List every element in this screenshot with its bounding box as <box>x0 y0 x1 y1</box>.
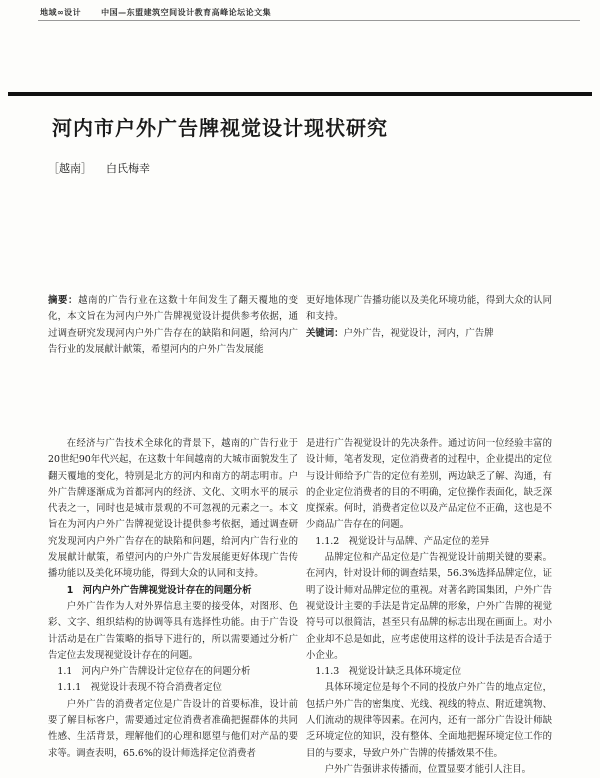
author-country: ［越南］ <box>48 162 92 175</box>
title-bar <box>8 92 592 96</box>
section-heading: 1.1 河内户外广告牌设计定位存在的问题分析 <box>57 666 251 678</box>
abstract-text-left: 越南的广告行业在这数十年间发生了翻天覆地的变化，本文旨在为河内户外广告牌视觉设计提供参考依据，通过调查研究发现河内户外广告存在的缺陷和问题，给河内广告行业的发展献计献策，希望河内的户外广告发展能 <box>48 295 298 355</box>
body-paragraph: 户外广告强讲求传播而，位置显要才能引人注目。 <box>324 763 532 775</box>
journal-name: 地域∞设计 <box>40 8 82 17</box>
body-paragraph: 是进行广告视觉设计的先决条件。通过访问一位经验丰富的设计师，笔者发现，定位消费者的过程中，企业提出的定位与设计师给予广告的定位有差别，两边缺乏了解、沟通，有的企业定位消费者的目的不明确，定位操作表面化，缺乏深度探索。何时，消费者定位以及产品定位不正确，这也是不少商品广告存在的问题。 <box>306 438 552 531</box>
body-paragraph: 品牌定位和产品定位是广告视觉设计前期关键的要素。在河内，针对设计师的调查结果，56.3%选择品牌定位，证明了设计师对品牌定位的重视。对著名跨国集团，户外广告视觉设计主要的手法是肯定品牌的形象，户外广告牌的视觉符号可以很简洁，甚至只有品牌的标志出现在画面上。对小企业却不总是如此，应考虑使用这样的设计手法是否合适于小企业。 <box>306 552 552 661</box>
section-heading: 1.1.2 视觉设计与品牌、产品定位的差异 <box>315 535 490 547</box>
abstract-right-column <box>306 293 552 342</box>
keywords-label: 关键词： <box>306 327 344 339</box>
body-left-column <box>48 436 298 762</box>
abstract-left-column <box>48 293 298 358</box>
author-line <box>48 160 150 176</box>
body-paragraph: 户外广告的消费者定位是广告设计的首要标准，设计前要了解目标客户，需要通过定位消费者准确把握群体的共同性感、生活背景，理解他们的心理和愿望与他们对产品的要求等。调查表明，65.6%的设计师选择定位消费者 <box>48 698 298 759</box>
keywords-line <box>306 326 552 342</box>
body-paragraph: 具体环境定位是每个不同的投放户外广告的地点定位，包括户外广告的密集度、光线、视线的特点、附近建筑物、人们流动的规律等因素。在河内，还有一部分广告设计师缺乏环境定位的知识，没有整体、全面地把握环境定位工作的目的与要求，导致户外广告牌的传播效果不佳。 <box>306 682 552 759</box>
body-right-column <box>306 436 552 778</box>
keywords: 户外广告，视觉设计，河内，广告牌 <box>343 327 494 339</box>
author-name: 白氏梅幸 <box>106 162 150 175</box>
header-rule <box>38 20 580 21</box>
abstract-label: 摘要： <box>48 295 79 306</box>
abstract-paragraph <box>48 293 298 358</box>
body-paragraph: 户外广告作为人对外界信息主要的接受体，对图形、色彩、文字、组织结构的协调等具有选择性功能。由于广告设计活动是在广告策略的指导下进行的，所以需要通过分析广告定位去发现视觉设计存在的问题。 <box>48 600 298 661</box>
paper-title: 河内市户外广告牌视觉设计现状研究 <box>52 116 388 140</box>
section-heading: 1.1.1 视觉设计表现不符合消费者定位 <box>57 682 222 694</box>
running-head <box>40 7 580 18</box>
section-heading: 1 河内户外广告牌视觉设计存在的问题分析 <box>66 584 252 596</box>
conference-name: 中国—东盟建筑空间设计教育高峰论坛论文集 <box>101 8 272 17</box>
abstract-text-right: 更好地体现广告播功能以及美化环境功能，得到大众的认同和支持。 <box>306 295 552 323</box>
section-heading: 1.1.3 视觉设计缺乏具体环境定位 <box>315 666 462 678</box>
body-paragraph: 在经济与广告技术全球化的背景下，越南的广告行业于20世纪90年代兴起，在这数十年间越南的大城市面貌发生了翻天覆地的变化，特别是北方的河内和南方的胡志明市。户外广告牌逐渐成为首都河内的经济、文化、文明水平的展示代表之一，同时也是城市景观的不可忽视的元素之一。本文旨在为河内户外广告牌视觉设计提供参考依据，通过调查研究发现河内户外广告存在的缺陷和问题，给河内广告行业的发展献计献策，希望河内的户外广告发展能更好体现广告传播功能以及美化环境功能，得到大众的认同和支持。 <box>48 438 298 580</box>
